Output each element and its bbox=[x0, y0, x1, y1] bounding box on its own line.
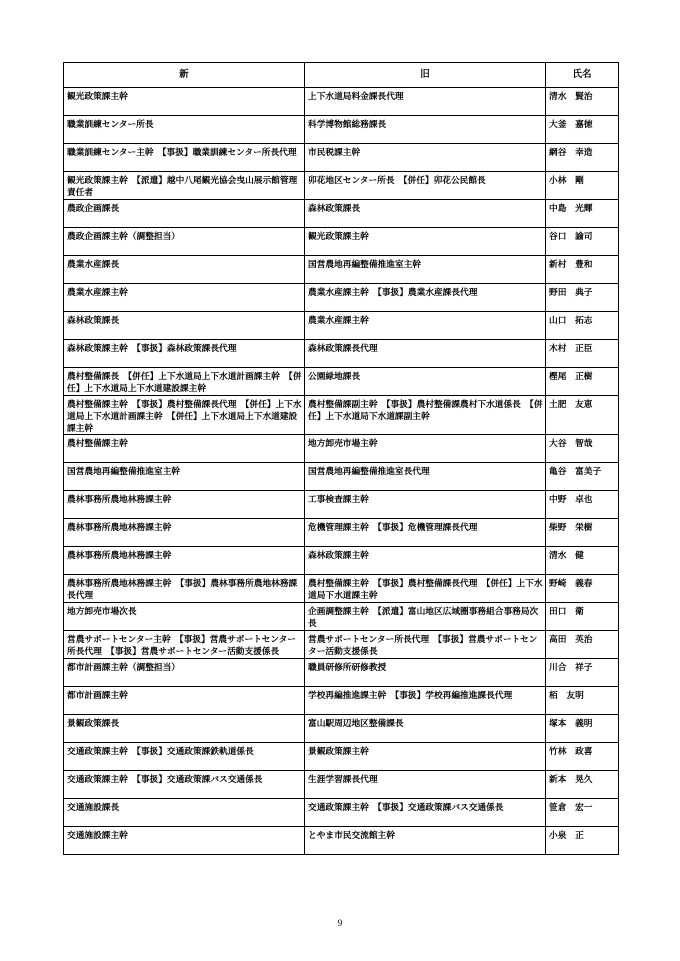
table-row bbox=[64, 284, 619, 312]
cell-old-position: 危機管理課主幹 【事扱】危機管理課長代理 bbox=[305, 519, 546, 547]
cell-name: 樫尾 正樹 bbox=[546, 368, 619, 396]
cell-new-position: 地方卸売市場次長 bbox=[64, 603, 305, 631]
table-row bbox=[64, 172, 619, 200]
table-row bbox=[64, 603, 619, 631]
table-header bbox=[64, 63, 619, 88]
cell-name: 笹倉 宏一 bbox=[546, 799, 619, 827]
table-row bbox=[64, 228, 619, 256]
table-body bbox=[64, 88, 619, 855]
cell-new-position: 交通政策課主幹 【事扱】交通政策課バス交通係長 bbox=[64, 771, 305, 799]
cell-new-position: 営農サポートセンター主幹 【事扱】営農サポートセンター所長代理 【事扱】営農サポートセンター活動支援係長 bbox=[64, 631, 305, 659]
cell-old-position: 農業水産課主幹 【事扱】農業水産課長代理 bbox=[305, 284, 546, 312]
cell-new-position: 農政企画課長 bbox=[64, 200, 305, 228]
cell-name: 中野 卓也 bbox=[546, 491, 619, 519]
cell-new-position: 都市計画課主幹 bbox=[64, 687, 305, 715]
cell-new-position: 交通政策課主幹 【事扱】交通政策課鉄軌道係長 bbox=[64, 743, 305, 771]
cell-new-position: 農業水産課主幹 bbox=[64, 284, 305, 312]
cell-name: 高田 英治 bbox=[546, 631, 619, 659]
table-row bbox=[64, 312, 619, 340]
table-header-row bbox=[64, 63, 619, 88]
cell-name: 小泉 正 bbox=[546, 827, 619, 855]
cell-old-position: 上下水道局料金課長代理 bbox=[305, 88, 546, 116]
cell-new-position: 景観政策課長 bbox=[64, 715, 305, 743]
cell-old-position: 職員研修所研修教授 bbox=[305, 659, 546, 687]
cell-new-position: 農業水産課長 bbox=[64, 256, 305, 284]
table-row bbox=[64, 631, 619, 659]
column-header-name: 氏名 bbox=[546, 63, 619, 88]
cell-old-position: 農村整備課主幹 【事扱】農村整備課長代理 【併任】上下水道局下水道課主幹 bbox=[305, 575, 546, 603]
cell-old-position: 森林政策課主幹 bbox=[305, 547, 546, 575]
cell-old-position: 公園緑地課長 bbox=[305, 368, 546, 396]
table-row bbox=[64, 519, 619, 547]
cell-name: 亀谷 富美子 bbox=[546, 463, 619, 491]
cell-name: 野崎 義春 bbox=[546, 575, 619, 603]
cell-new-position: 農村整備課主幹 【事扱】農村整備課長代理 【併任】上下水道局上下水道計画課主幹 【併任】上下水道局上下水道建設課主幹 bbox=[64, 396, 305, 435]
cell-name: 栢 友明 bbox=[546, 687, 619, 715]
cell-new-position: 農村整備課主幹 bbox=[64, 435, 305, 463]
table-row bbox=[64, 144, 619, 172]
table-row bbox=[64, 435, 619, 463]
table-row bbox=[64, 715, 619, 743]
table-row bbox=[64, 368, 619, 396]
table-row bbox=[64, 200, 619, 228]
table-row bbox=[64, 547, 619, 575]
cell-name: 清水 賢治 bbox=[546, 88, 619, 116]
cell-old-position: とやま市民交流館主幹 bbox=[305, 827, 546, 855]
cell-old-position: 交通政策課主幹 【事扱】交通政策課バス交通係長 bbox=[305, 799, 546, 827]
cell-new-position: 農村整備課長 【併任】上下水道局上下水道計画課主幹 【併任】上下水道局上下水道建設課主幹 bbox=[64, 368, 305, 396]
cell-old-position: 森林政策課長 bbox=[305, 200, 546, 228]
cell-old-position: 森林政策課長代理 bbox=[305, 340, 546, 368]
cell-name: 新村 豊和 bbox=[546, 256, 619, 284]
table-row bbox=[64, 799, 619, 827]
cell-old-position: 生涯学習課長代理 bbox=[305, 771, 546, 799]
table-row bbox=[64, 575, 619, 603]
cell-name: 中島 光輝 bbox=[546, 200, 619, 228]
cell-name: 網谷 幸造 bbox=[546, 144, 619, 172]
personnel-transfer-table bbox=[63, 62, 619, 855]
cell-name: 谷口 諭司 bbox=[546, 228, 619, 256]
table-row bbox=[64, 491, 619, 519]
cell-old-position: 地方卸売市場主幹 bbox=[305, 435, 546, 463]
cell-name: 田口 衛 bbox=[546, 603, 619, 631]
cell-old-position: 観光政策課主幹 bbox=[305, 228, 546, 256]
cell-new-position: 森林政策課主幹 【事扱】森林政策課長代理 bbox=[64, 340, 305, 368]
table-row bbox=[64, 463, 619, 491]
cell-old-position: 営農サポートセンター所長代理 【事扱】営農サポートセンター活動支援係長 bbox=[305, 631, 546, 659]
cell-name: 塚本 義明 bbox=[546, 715, 619, 743]
cell-new-position: 職業訓練センター所長 bbox=[64, 116, 305, 144]
cell-new-position: 職業訓練センター主幹 【事扱】職業訓練センター所長代理 bbox=[64, 144, 305, 172]
cell-old-position: 企画調整課主幹 【派遣】富山地区広域圏事務組合事務局次長 bbox=[305, 603, 546, 631]
cell-old-position: 卯花地区センター所長 【併任】卯花公民館長 bbox=[305, 172, 546, 200]
table-row bbox=[64, 687, 619, 715]
cell-new-position: 都市計画課主幹（調整担当） bbox=[64, 659, 305, 687]
cell-old-position: 市民税課主幹 bbox=[305, 144, 546, 172]
cell-new-position: 農林事務所農地林務課主幹 【事扱】農林事務所農地林務課長代理 bbox=[64, 575, 305, 603]
cell-old-position: 国営農地再編整備推進室長代理 bbox=[305, 463, 546, 491]
column-header-new: 新 bbox=[64, 63, 305, 88]
cell-name: 木村 正臣 bbox=[546, 340, 619, 368]
page-number: 9 bbox=[337, 918, 343, 928]
table-row bbox=[64, 116, 619, 144]
cell-old-position: 景観政策課主幹 bbox=[305, 743, 546, 771]
cell-new-position: 農林事務所農地林務課主幹 bbox=[64, 491, 305, 519]
table-row bbox=[64, 88, 619, 116]
cell-new-position: 農林事務所農地林務課主幹 bbox=[64, 547, 305, 575]
cell-old-position: 富山駅周辺地区整備課長 bbox=[305, 715, 546, 743]
cell-old-position: 国営農地再編整備推進室主幹 bbox=[305, 256, 546, 284]
cell-name: 土肥 友恵 bbox=[546, 396, 619, 435]
cell-new-position: 交通施設課主幹 bbox=[64, 827, 305, 855]
cell-new-position: 農林事務所農地林務課主幹 bbox=[64, 519, 305, 547]
cell-new-position: 観光政策課主幹 bbox=[64, 88, 305, 116]
cell-old-position: 農村整備課副主幹 【事扱】農村整備課農村下水道係長 【併任】上下水道局下水道課副主幹 bbox=[305, 396, 546, 435]
cell-old-position: 科学博物館総務課長 bbox=[305, 116, 546, 144]
cell-old-position: 学校再編推進課主幹 【事扱】学校再編推進課長代理 bbox=[305, 687, 546, 715]
cell-new-position: 国営農地再編整備推進室主幹 bbox=[64, 463, 305, 491]
cell-name: 山口 拓志 bbox=[546, 312, 619, 340]
column-header-old: 旧 bbox=[305, 63, 546, 88]
table-row bbox=[64, 659, 619, 687]
cell-new-position: 交通施設課長 bbox=[64, 799, 305, 827]
cell-name: 大釜 嘉徳 bbox=[546, 116, 619, 144]
cell-new-position: 森林政策課長 bbox=[64, 312, 305, 340]
cell-new-position: 農政企画課主幹（調整担当） bbox=[64, 228, 305, 256]
table-row bbox=[64, 743, 619, 771]
cell-name: 川合 祥子 bbox=[546, 659, 619, 687]
table-row bbox=[64, 771, 619, 799]
cell-name: 大谷 智哉 bbox=[546, 435, 619, 463]
cell-name: 柴野 栄樹 bbox=[546, 519, 619, 547]
cell-name: 清水 健 bbox=[546, 547, 619, 575]
cell-name: 野田 典子 bbox=[546, 284, 619, 312]
cell-name: 小林 剛 bbox=[546, 172, 619, 200]
table-row bbox=[64, 256, 619, 284]
table-row bbox=[64, 827, 619, 855]
cell-old-position: 農業水産課主幹 bbox=[305, 312, 546, 340]
cell-name: 新本 晃久 bbox=[546, 771, 619, 799]
table-row bbox=[64, 340, 619, 368]
table-row bbox=[64, 396, 619, 435]
cell-new-position: 観光政策課主幹 【派遣】越中八尾観光協会曳山展示館管理責任者 bbox=[64, 172, 305, 200]
cell-old-position: 工事検査課主幹 bbox=[305, 491, 546, 519]
cell-name: 竹林 政喜 bbox=[546, 743, 619, 771]
